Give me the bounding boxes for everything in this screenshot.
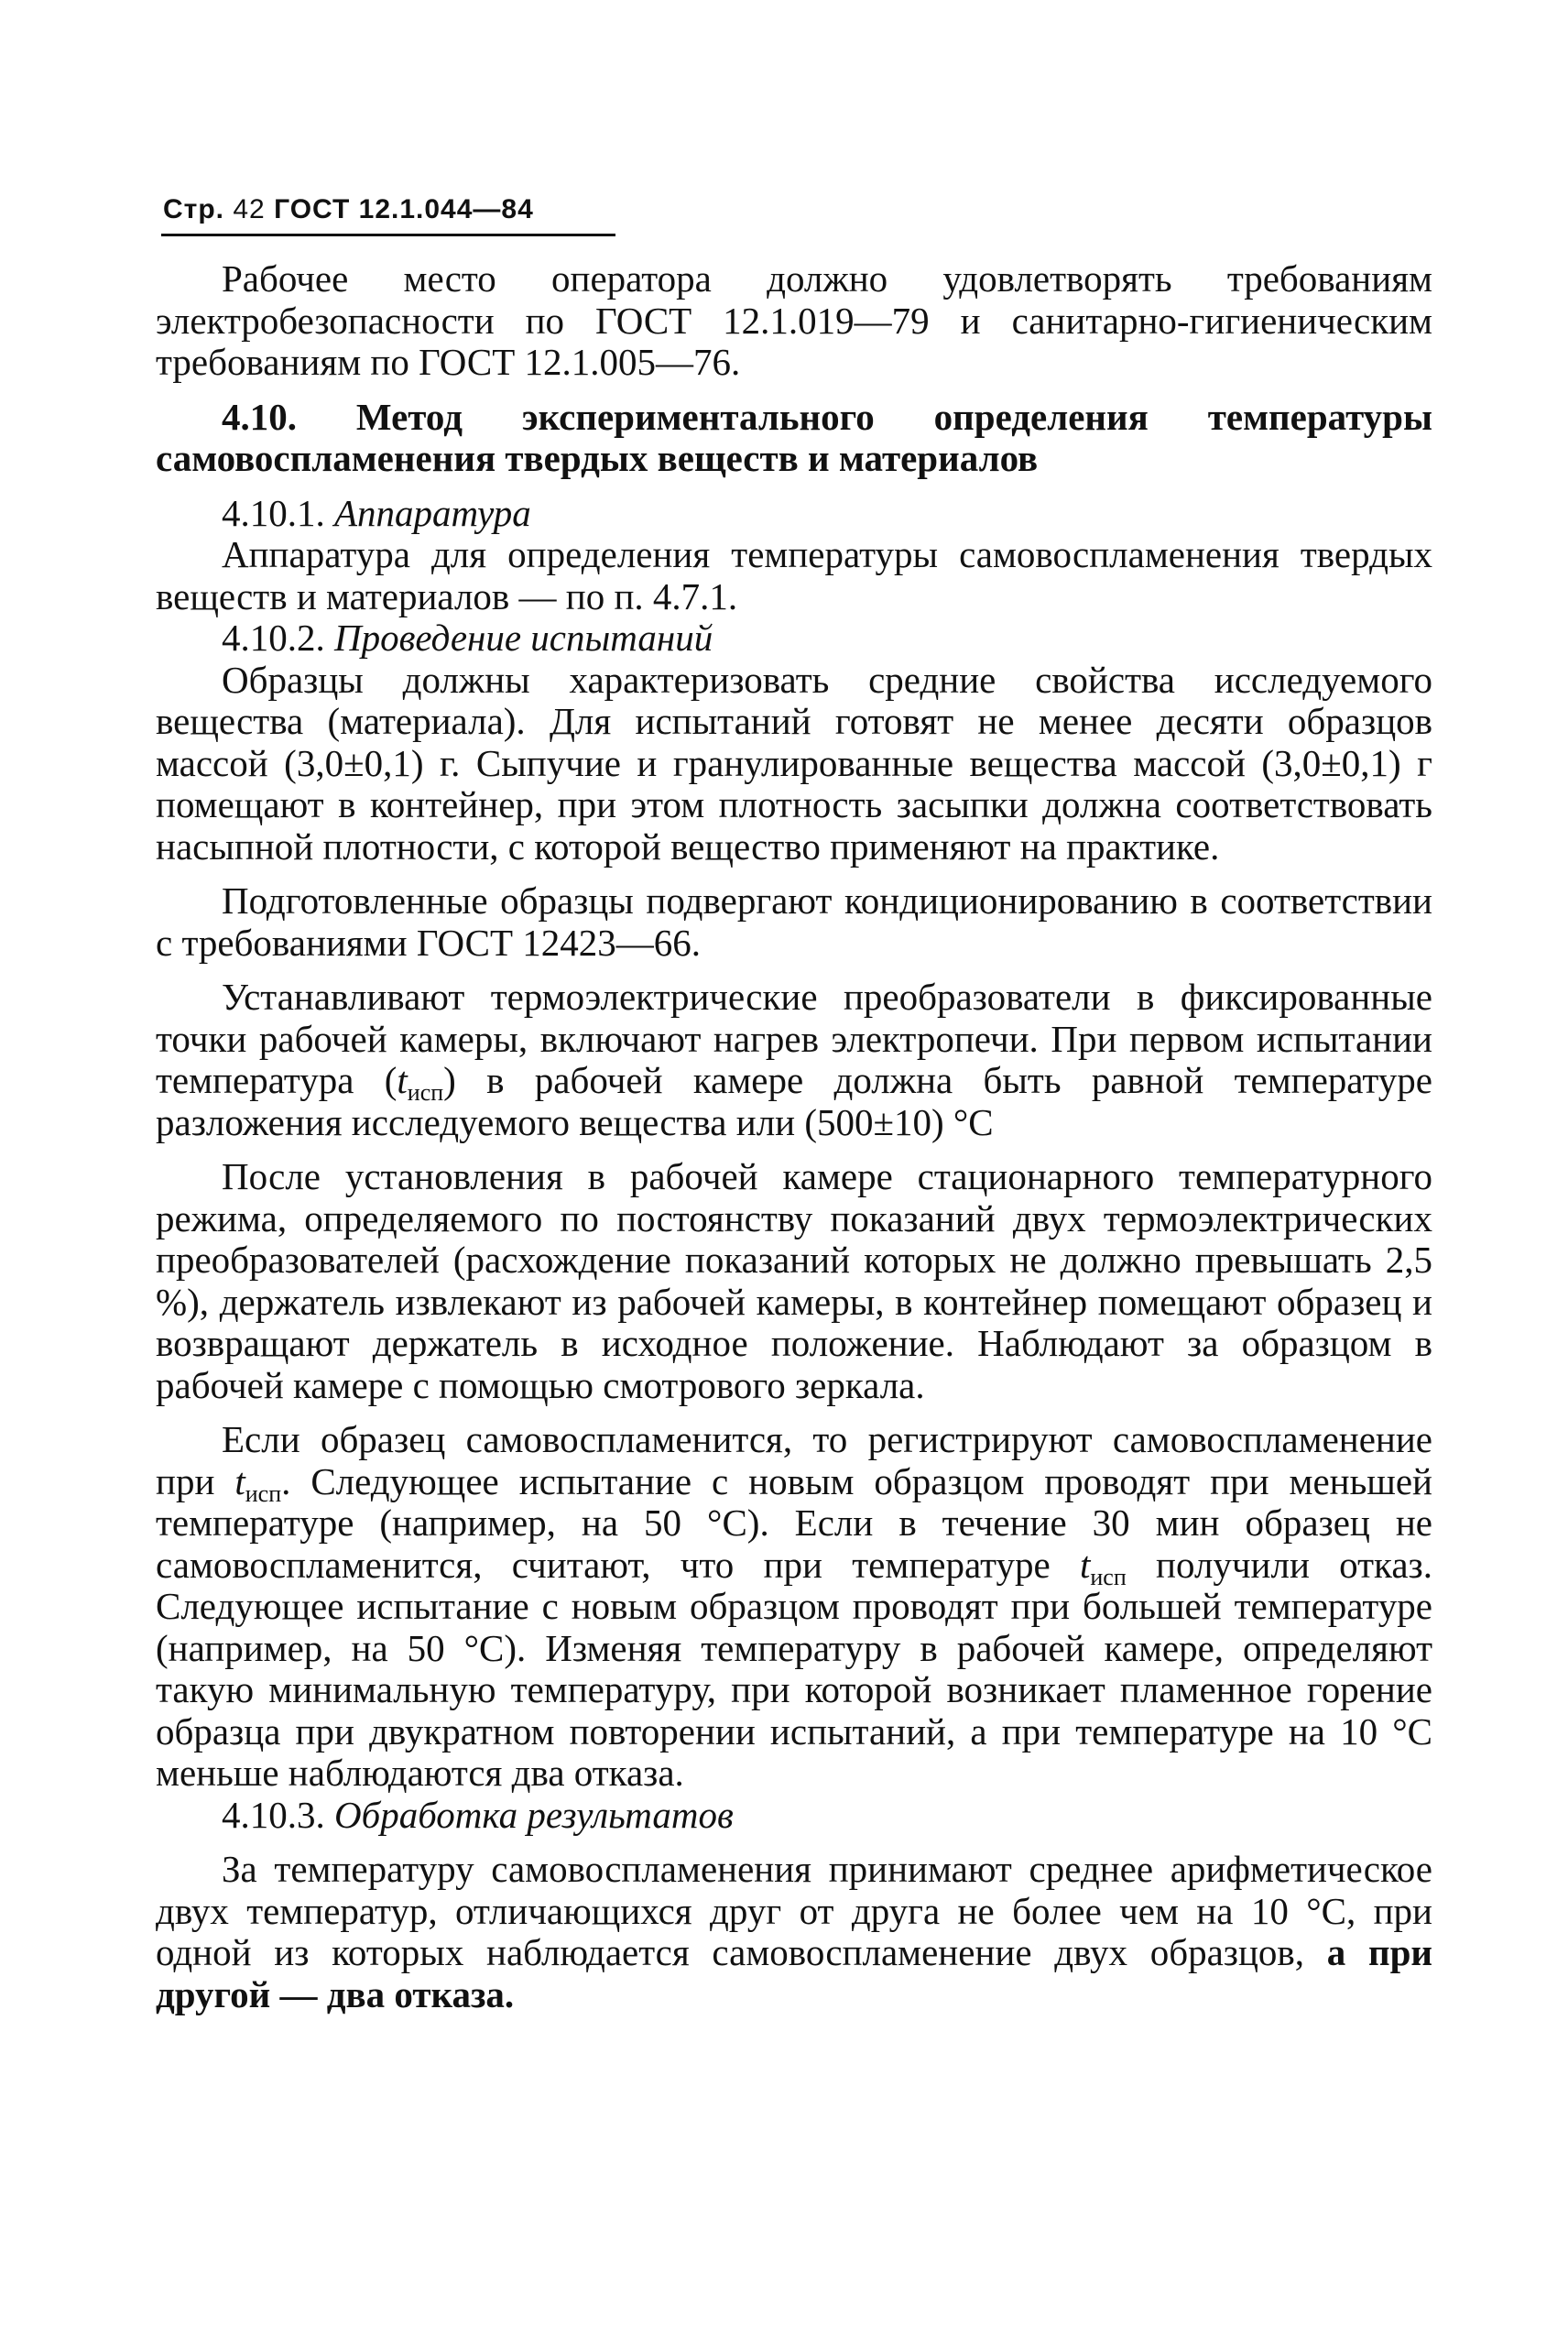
- subsection-title: Аппаратура: [334, 491, 531, 534]
- subsection-number: 4.10.1.: [222, 491, 325, 534]
- subsection-number: 4.10.2.: [222, 617, 325, 659]
- standard-name: ГОСТ: [274, 194, 351, 224]
- paragraph-results: [156, 1849, 1432, 2015]
- text-run-bold: а при другой — два отказа.: [156, 1931, 1432, 2015]
- temperature-subscript: исп: [245, 1480, 282, 1507]
- text-run: . Следующее испытание с новым образцом проводят при меньшей температуре (например, на 50 °C). Если в течение 30 мин образец не самовоспламенится, считают, что при температуре: [156, 1459, 1432, 1586]
- text-run: ) в рабочей камере должна быть равной температуре разложения исследуемого вещества или (500±10) °C: [156, 1059, 1432, 1143]
- temperature-symbol: t: [1079, 1543, 1091, 1586]
- temperature-symbol: t: [397, 1059, 408, 1101]
- subsection-results-heading: [156, 1795, 1432, 1837]
- text-run: получили отказ. Следующее испытание с новым образцом проводят при большей температуре (например, на 50 °C). Изменяя температуру в рабочей камере, определяют такую минимальную температуру, при которой возникает пламенное горение образца при двукратном повторении испытаний, а при температуре на 10 °C меньше наблюдаются два отказа.: [156, 1543, 1432, 1794]
- text-run: Устанавливают термоэлектрические преобразователи в фиксированные точки рабочей камеры, включают нагрев электропечи. При первом испытании температура (: [156, 976, 1432, 1101]
- document-body: [156, 258, 1432, 2015]
- text-run: Если образец самовоспламенится, то регистрируют самовоспламенение при: [156, 1418, 1432, 1502]
- paragraph-installation: [156, 977, 1432, 1143]
- page-number: 42: [233, 194, 266, 224]
- standard-code: 12.1.044—84: [358, 194, 534, 224]
- paragraph-apparatus: Аппаратура для определения температуры самовоспламенения твердых веществ и материалов — по п. 4.7.1.: [156, 533, 1432, 617]
- temperature-subscript: исп: [1090, 1563, 1127, 1590]
- section-title: 4.10. Метод экспериментального определения температуры самовоспламенения твердых веществ и материалов: [156, 395, 1432, 479]
- paragraph-samples: Образцы должны характеризовать средние свойства исследуемого вещества (материала). Для испытаний готовят не менее десяти образцов массой (3,0±0,1) г. Сыпучие и гранулированные вещества массой (3,0±0,1) г помещают в контейнер, при этом плотность засыпки должна соответствовать насыпной плотности, с которой вещество применяют на практике.: [156, 658, 1432, 868]
- subsection-number: 4.10.3.: [222, 1793, 325, 1836]
- subsection-apparatus-heading: [156, 493, 1432, 535]
- temperature-subscript: исп: [407, 1079, 444, 1106]
- header-rule: [161, 234, 615, 236]
- paragraph-procedure: [156, 1419, 1432, 1795]
- paragraph-after-setup: После установления в рабочей камере стационарного температурного режима, определяемого по постоянству показаний двух термоэлектрических преобразователей (расхождение показаний которых не должно превышать 2,5 %), держатель извлекают из рабочей камеры, в контейнер помещают образец и возвращают держатель в исходное положение. Наблюдают за образцом в рабочей камере с помощью смотрового зеркала.: [156, 1155, 1432, 1406]
- page-header: [163, 194, 534, 225]
- subsection-title: Проведение испытаний: [334, 617, 713, 659]
- subsection-testing-heading: [156, 617, 1432, 660]
- page-label: Стр.: [163, 194, 225, 224]
- paragraph-conditioning: Подготовленные образцы подвергают кондиционированию в соответствии с требованиями ГОСТ 12423—66.: [156, 879, 1432, 964]
- temperature-symbol: t: [234, 1459, 245, 1502]
- text-run: За температуру самовоспламенения принимают среднее арифметическое двух температур, отличающихся друг от друга не более чем на 10 °C, при одной из которых наблюдается самовоспламенение двух образцов,: [156, 1848, 1432, 1973]
- subsection-title: Обработка результатов: [334, 1793, 734, 1836]
- paragraph-intro: Рабочее место оператора должно удовлетворять требованиям электробезопасности по ГОСТ 12.1.019—79 и санитарно-гигиеническим требованиям по ГОСТ 12.1.005—76.: [156, 257, 1432, 383]
